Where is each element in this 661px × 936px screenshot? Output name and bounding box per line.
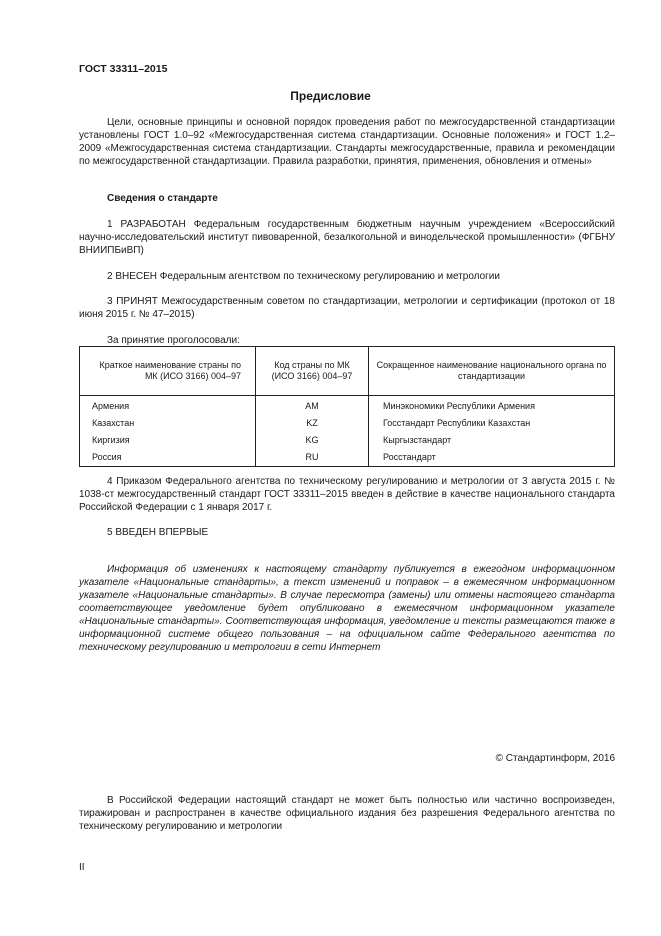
- country-cell: Армения: [80, 396, 256, 416]
- table-row: [80, 396, 615, 416]
- column-header-code: Код страны по МК (ИСО 3166) 004–97: [256, 347, 369, 396]
- table-header-row: [80, 347, 615, 396]
- table-row: [80, 449, 615, 467]
- section-heading: Сведения о стандарте: [107, 193, 218, 204]
- item-4: [79, 475, 615, 514]
- page-number: II: [79, 862, 85, 873]
- table-row: [80, 415, 615, 432]
- country-cell: Киргизия: [80, 432, 256, 449]
- column-header-country: Краткое наименование страны по МК (ИСО 3166) 004–97: [80, 347, 256, 396]
- item-2: [79, 270, 615, 283]
- code-cell: KG: [256, 432, 369, 449]
- intro-text: Цели, основные принципы и основной порядок проведения работ по межгосударственной стандартизации установлены ГОСТ 1.0–92 «Межгосударственная система стандартизации. Основные положения» и ГОСТ 1.2–2009 «Межгосударственная система стандартизации. Стандарты межгосударственные, правила и рекомендации по межгосударственной стандартизации. Правила разработки, принятия, применения, обновления и отмены»: [79, 117, 615, 167]
- organ-cell: Госстандарт Республики Казахстан: [369, 415, 615, 432]
- item-3: [79, 295, 615, 321]
- country-cell: Казахстан: [80, 415, 256, 432]
- info-note-text: Информация об изменениях к настоящему стандарту публикуется в ежегодном информационном указателе «Национальные стандарты», а текст изменений и поправок – в ежемесячном информационном указателе «Национальные стандарты». В случае пересмотра (замены) или отмены настоящего стандарта соответствующее уведомление будет опубликовано в ежемесячном информационном указателе «Национальные стандарты». Соответствующая информация, уведомление и тексты размещаются также в информационной системе общего пользования – на официальном сайте Федерального агентства по техническому регулированию и метрологии в сети Интернет: [79, 564, 615, 653]
- page-title: Предисловие: [290, 89, 371, 103]
- copyright: © Стандартинформ, 2016: [495, 753, 615, 764]
- intro-paragraph: [79, 116, 615, 168]
- item-4-text: 4 Приказом Федерального агентства по техническому регулированию и метрологии от 3 августа 2015 г. № 1038-ст межгосударственный стандарт ГОСТ 33311–2015 введен в действие в качестве национального стандарта Российской Федерации с 1 января 2017 г.: [79, 476, 615, 513]
- voted-label: За принятие проголосовали:: [107, 335, 240, 346]
- reproduction-note-text: В Российской Федерации настоящий стандарт не может быть полностью или частично воспроизведен, тиражирован и распространен в качестве официального издания без разрешения Федерального агентства по техническому регулированию и метрологии: [79, 795, 615, 832]
- table-row: [80, 432, 615, 449]
- country-cell: Россия: [80, 449, 256, 467]
- document-code: ГОСТ 33311–2015: [79, 63, 168, 75]
- item-5: 5 ВВЕДЕН ВПЕРВЫЕ: [107, 527, 209, 538]
- info-note: [79, 563, 615, 654]
- organ-cell: Кыргызстандарт: [369, 432, 615, 449]
- column-header-organ: Сокращенное наименование национального органа по стандартизации: [369, 347, 615, 396]
- organ-cell: Минэкономики Республики Армения: [369, 396, 615, 416]
- code-cell: RU: [256, 449, 369, 467]
- item-1-text: 1 РАЗРАБОТАН Федеральным государственным бюджетным научным учреждением «Всероссийский научно-исследовательский институт пивоваренной, безалкогольной и винодельческой промышленности» (ФГБНУ ВНИИПБиВП): [79, 219, 615, 256]
- reproduction-note: [79, 794, 615, 833]
- organ-cell: Росстандарт: [369, 449, 615, 467]
- member-countries-table: [79, 346, 615, 467]
- code-cell: AM: [256, 396, 369, 416]
- item-3-text: 3 ПРИНЯТ Межгосударственным советом по стандартизации, метрологии и сертификации (протокол от 18 июня 2015 г. № 47–2015): [79, 296, 615, 320]
- code-cell: KZ: [256, 415, 369, 432]
- item-2-text: 2 ВНЕСЕН Федеральным агентством по техническому регулированию и метрологии: [107, 271, 500, 282]
- item-1: [79, 218, 615, 257]
